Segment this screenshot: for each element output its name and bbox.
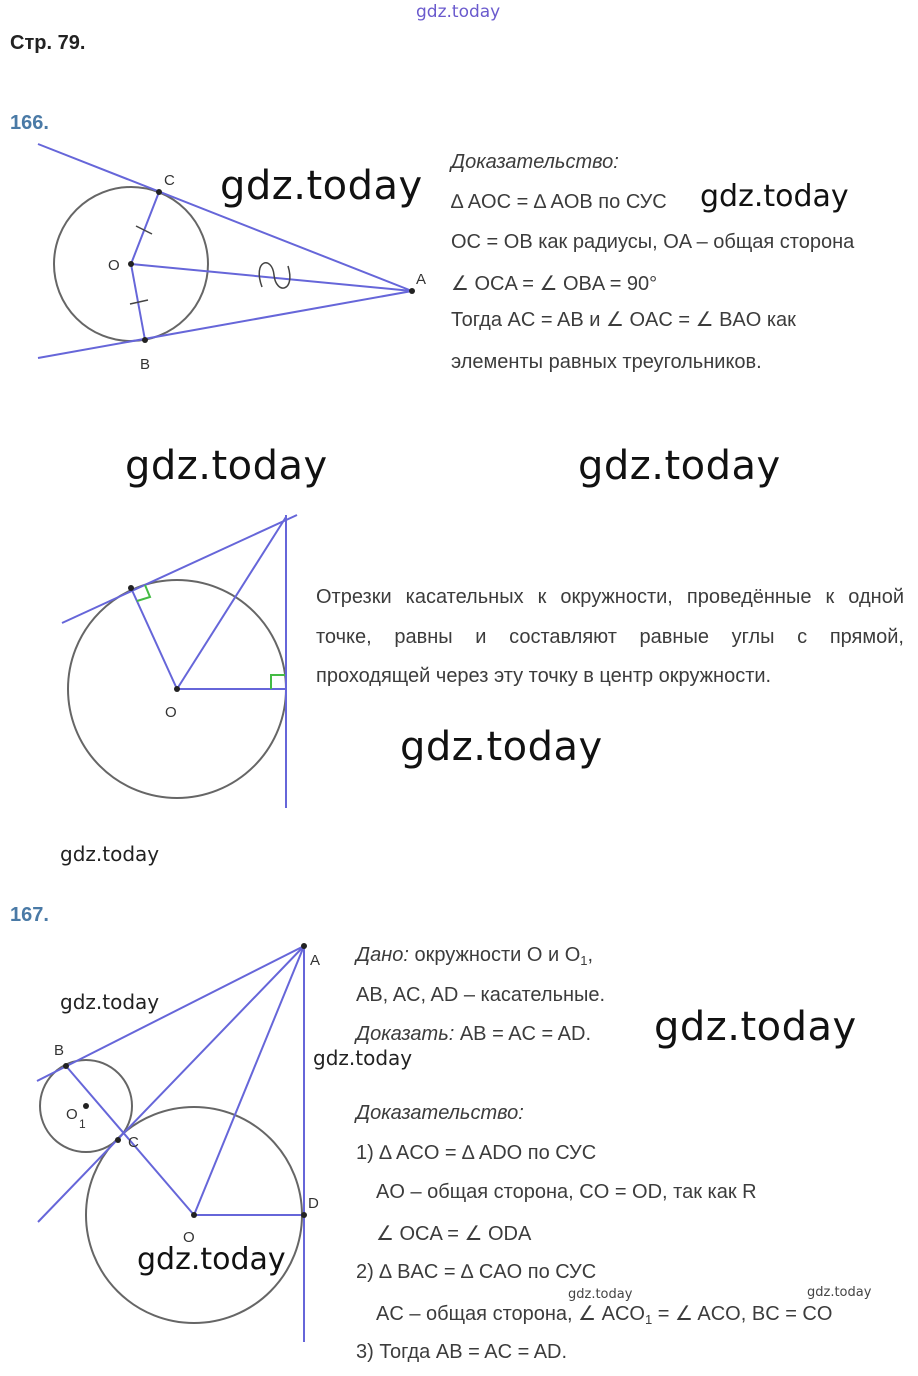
given-end: , [587,944,594,966]
given-subscript: 1 [580,953,588,968]
label-a: A [416,271,427,288]
label-o: O [165,704,177,721]
page-title: Стр. 79. [10,32,86,54]
watermark: gdz.today [807,1285,872,1300]
right-angle-mark [271,675,285,689]
label-c: C [128,1134,139,1151]
watermark: gdz.today [578,443,781,489]
prove-line [356,1023,591,1046]
step2a-sub: 1 [644,1312,653,1327]
segment-oa [194,946,304,1215]
radius-oc [131,192,159,264]
given-line-1 [356,944,593,968]
label-c: C [164,172,175,189]
proof-line: элементы равных треугольников. [451,351,762,373]
label-o1-sub: 1 [79,1117,86,1131]
label-b: B [54,1042,65,1059]
watermark: gdz.today [654,1004,857,1050]
watermark: gdz.today [220,163,423,209]
watermark: gdz.today [400,724,603,770]
label-o1: O [66,1106,78,1123]
proof-title-167: Доказательство: [356,1102,524,1124]
proof-line: ∠ OCA = ∠ OBA = 90° [451,273,658,295]
proof-line: ∆ AOC = ∆ AOB по СУС [451,191,667,213]
proof-line: Тогда AC = AB и ∠ OAC = ∠ BAO как [451,309,796,331]
tangent-upper [62,515,297,623]
watermark: gdz.today [313,1046,413,1070]
given-label: Дано: [356,944,409,966]
figure-166-theorem [40,505,310,815]
proof-step: 2) ∆ BAC = ∆ CAO по СУС [356,1261,597,1283]
segment-center-point [177,517,286,689]
watermark-top: gdz.today [416,2,501,22]
label-b: B [140,356,151,373]
watermark: gdz.today [60,842,160,866]
label-d: D [308,1195,319,1212]
given-line-2: AB, AC, AD – касательные. [356,984,606,1006]
task-number-167: 167. [10,904,49,926]
tangent-ab [38,291,412,358]
step2a-pre: AC – общая сторона, ∠ ACO [376,1303,645,1325]
similarity-mark [259,263,290,288]
task-number-166: 166. [10,112,49,134]
radius-upper [131,588,177,689]
proof-step: AO – общая сторона, CO = OD, так как R [376,1181,757,1203]
step2a-post: = ∠ ACO, BC = CO [652,1303,833,1325]
label-a: A [310,952,321,969]
watermark: gdz.today [568,1287,633,1302]
proof-step: 3) Тогда AB = AC = AD. [356,1341,568,1363]
proof-step: ∠ OCA = ∠ ODA [376,1223,532,1245]
label-o: O [183,1229,195,1246]
proof-title-166: Доказательство: [451,151,619,173]
given-text: окружности O и O [414,944,581,966]
theorem-text: Отрезки касательных к окружности, проведённые к одной точке, равны и составляют равные углы с прямой, проходящей через эту точку в центр окружности. [316,586,904,687]
label-o: O [108,257,120,274]
watermark: gdz.today [700,179,849,214]
tangent-ac [38,946,304,1222]
watermark: gdz.today [137,1242,286,1277]
prove-label: Доказать: [356,1023,455,1045]
prove-text: AB = AC = AD. [459,1023,592,1045]
watermark: gdz.today [60,990,160,1014]
proof-line: OC = OB как радиусы, OA – общая сторона [451,231,855,253]
proof-step: 1) ∆ ACO = ∆ ADO по СУС [356,1142,597,1164]
proof-step [376,1301,832,1327]
watermark: gdz.today [125,443,328,489]
